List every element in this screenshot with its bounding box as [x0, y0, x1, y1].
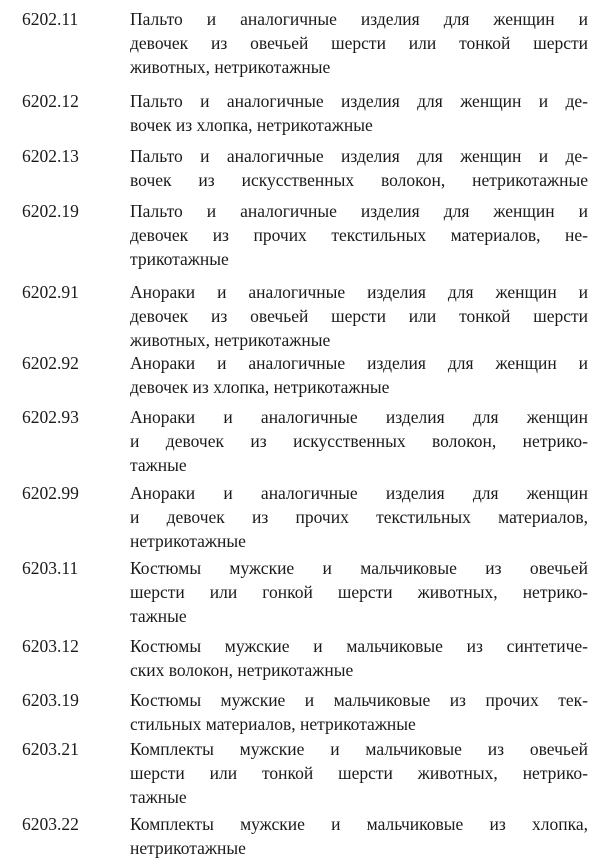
description-line: Анораки и аналогичные изделия для женщин и — [130, 282, 588, 302]
description-line: девочек из овечьей шерсти или тонкой шерсти — [130, 33, 588, 53]
description-line: шерсти или тонкой шерсти животных, нетрико- — [130, 763, 588, 783]
description-line: Пальто и аналогичные изделия для женщин и — [130, 201, 588, 221]
description-line: вочек из искусственных волокон, нетрикотажные — [130, 170, 588, 190]
tariff-code: 6203.12 — [22, 636, 79, 656]
description-line: Пальто и аналогичные изделия для женщин и — [130, 9, 588, 29]
description-line: нетрикотажные — [130, 531, 246, 551]
tariff-code: 6203.19 — [22, 690, 79, 710]
description-line: Костюмы мужские и мальчиковые из овечьей — [130, 558, 588, 578]
description-line: девочек из хлопка, нетрикотажные — [130, 377, 390, 397]
description-line: девочек из овечьей шерсти или тонкой шерсти — [130, 306, 588, 326]
description-line: Пальто и аналогичные изделия для женщин и де- — [130, 91, 588, 111]
tariff-code: 6202.99 — [22, 483, 79, 503]
description-line: Анораки и аналогичные изделия для женщин — [130, 407, 588, 427]
tariff-code: 6202.93 — [22, 407, 79, 427]
tariff-code: 6202.92 — [22, 353, 79, 373]
description-line: животных, нетрикотажные — [130, 57, 331, 77]
tariff-code: 6202.12 — [22, 91, 79, 111]
description-line: Пальто и аналогичные изделия для женщин и де- — [130, 146, 588, 166]
description-line: и девочек из прочих текстильных материалов, — [130, 507, 588, 527]
description-line: животных, нетрикотажные — [130, 330, 331, 350]
description-line: тажные — [130, 787, 187, 807]
tariff-code: 6203.21 — [22, 739, 79, 759]
description-line: девочек из прочих текстильных материалов, не- — [130, 225, 588, 245]
description-line: нетрикотажные — [130, 838, 246, 858]
description-line: и девочек из искусственных волокон, нетрико- — [130, 431, 588, 451]
description-line: Анораки и аналогичные изделия для женщин и — [130, 353, 588, 373]
tariff-code: 6202.11 — [22, 9, 79, 29]
description-line: тажные — [130, 455, 187, 475]
description-line: шерсти или гонкой шерсти животных, нетрико- — [130, 582, 588, 602]
tariff-code: 6202.19 — [22, 201, 79, 221]
description-line: стильных материалов, нетрикотажные — [130, 714, 416, 734]
tariff-code: 6203.11 — [22, 558, 79, 578]
description-line: Анораки и аналогичные изделия для женщин — [130, 483, 588, 503]
description-line: Комплекты мужские и мальчиковые из хлопка, — [130, 814, 588, 834]
description-line: Костюмы мужские и мальчиковые из прочих тек- — [130, 690, 588, 710]
description-line: вочек из хлопка, нетрикотажные — [130, 115, 373, 135]
description-line: тажные — [130, 606, 187, 626]
description-line: трикотажные — [130, 249, 229, 269]
tariff-code: 6202.13 — [22, 146, 79, 166]
tariff-code: 6203.22 — [22, 814, 79, 834]
description-line: Комплекты мужские и мальчиковые из овечьей — [130, 739, 588, 759]
description-line: ских волокон, нетрикотажные — [130, 660, 354, 680]
description-line: Костюмы мужские и мальчиковые из синтетиче- — [130, 636, 588, 656]
tariff-code: 6202.91 — [22, 282, 79, 302]
